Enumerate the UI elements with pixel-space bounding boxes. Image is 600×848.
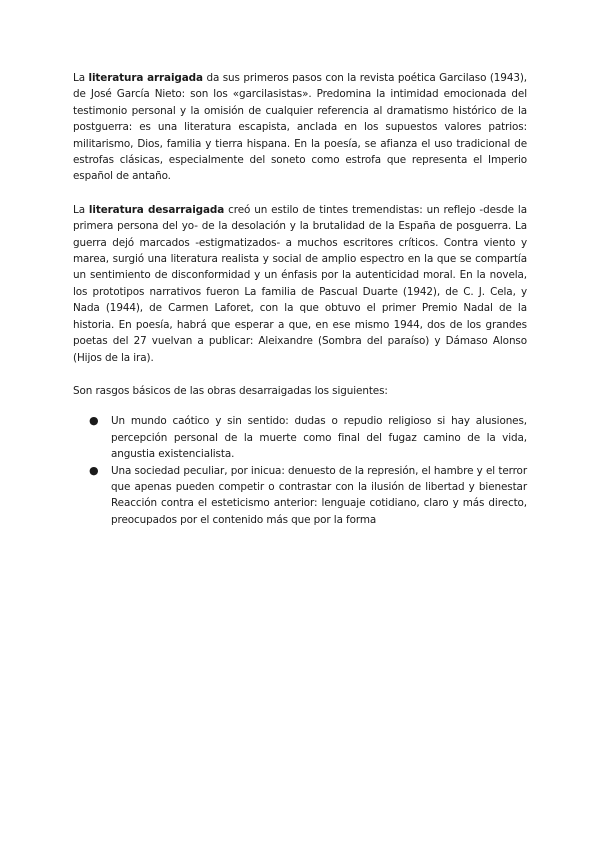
paragraph-rasgos-intro: Son rasgos básicos de las obras desarraigadas los siguientes: xyxy=(73,384,388,397)
term-literatura-desarraigada: literatura desarraigada xyxy=(88,203,225,216)
term-literatura-arraigada: literatura arraigada xyxy=(88,72,203,84)
paragraph-lead: La xyxy=(73,72,89,84)
rasgos-list xyxy=(73,413,527,528)
bullet-icon: ● xyxy=(89,414,99,428)
paragraph-literatura-arraigada xyxy=(73,70,527,185)
bullet-icon: ● xyxy=(89,463,99,477)
list-item xyxy=(89,463,527,529)
paragraph-literatura-desarraigada xyxy=(73,202,527,366)
paragraph-lead: La xyxy=(73,203,89,216)
list-item-text: Una sociedad peculiar, por inicua: denuesto de la represión, el hambre y el terror que apenas pueden competir o contrastar con la ilusión de libertad y bienestar Reacción contra el esteticismo anterior: lenguaje cotidiano, claro y más directo, preocupados por el contenido más que por la forma xyxy=(111,464,527,526)
list-item-text: Un mundo caótico y sin sentido: dudas o repudio religioso si hay alusiones, percepción personal de la muerte como final del fugaz camino de la vida, angustia existencialista. xyxy=(111,415,527,461)
paragraph-text: da sus primeros pasos con la revista poética Garcilaso (1943), de José García Nieto: son los «garcilasistas». Predomina la intimidad emocionada del testimonio personal y la omisión de cualquier referencia al dramatismo histórico de la postguerra: es una literatura escapista, anclada en los supuestos valores patrios: militarismo, Dios, familia y tierra hispana. En la poesía, se afianza el uso tradicional de estrofas clásicas, especialmente del soneto como estrofa que representa el Imperio español de antaño. xyxy=(73,72,527,183)
paragraph-text: creó un estilo de tintes tremendistas: un reflejo -desde la primera persona del yo- de la desolación y la brutalidad de la España de posguerra. La guerra dejó marcados -estigmatizados- a muchos escritores críticos. Contra viento y marea, surgió una literatura realista y social de amplio espectro en la que se compartía un sentimiento de disconformidad y un énfasis por la autenticidad moral. En la novela, los prototipos narrativos fueron La familia de Pascual Duarte (1942), de C. J. Cela, y Nada (1944), de Carmen Laforet, con la que obtuvo el primer Premio Nadal de la historia. En poesía, habrá que esperar a que, en ese mismo 1944, dos de los grandes poetas del 27 vuelvan a publicar: Aleixandre (Sombra del paraíso) y Dámaso Alonso (Hijos de la ira). xyxy=(73,203,527,364)
list-item xyxy=(89,413,527,462)
